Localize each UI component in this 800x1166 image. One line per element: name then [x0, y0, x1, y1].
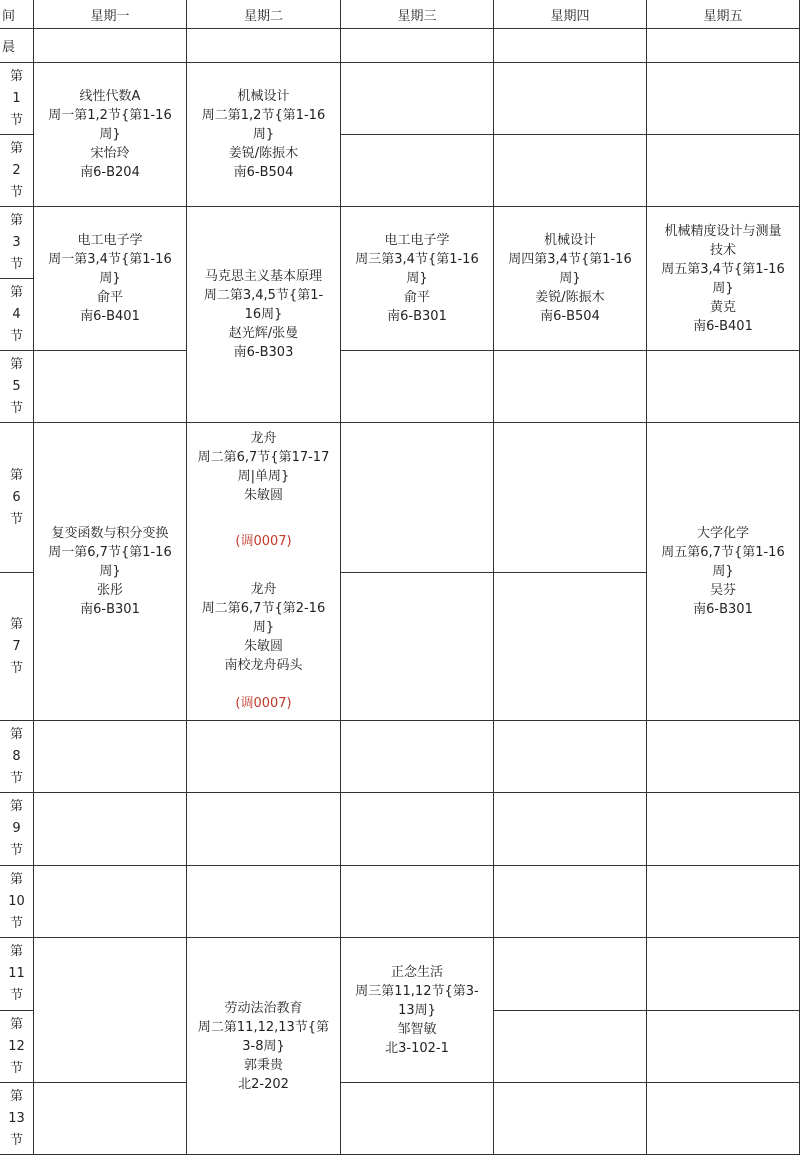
period-label-part: 节 — [9, 112, 23, 128]
course-name: 马克思主义基本原理 — [204, 269, 322, 284]
course-name: 复变函数与积分变换 — [51, 526, 169, 541]
period-label-part: 第 — [9, 356, 23, 372]
course-detail: 16周} — [244, 307, 283, 322]
course-detail: 南6-B504 — [233, 165, 294, 180]
period-label-part: 节 — [9, 988, 23, 1003]
course-detail: 周} — [712, 564, 734, 579]
course-detail: 周二第6,7节{第2-16 — [201, 601, 326, 616]
course-detail: 吴芬 — [709, 583, 736, 598]
period-label-11 — [0, 938, 33, 1010]
course-detail: 南6-B303 — [233, 345, 294, 360]
period-label-part: 节 — [9, 511, 23, 527]
course-detail: 周二第3,4,5节{第1- — [203, 288, 324, 303]
period-label-part: 3 — [12, 234, 21, 250]
course-cell-tue-3[interactable] — [187, 207, 340, 422]
course-name: 机械设计 — [237, 89, 290, 104]
course-detail: 南6-B504 — [540, 309, 600, 324]
course-detail: 周} — [99, 564, 121, 579]
period-label-part: 第 — [9, 1088, 23, 1104]
course-detail: 俞平 — [96, 290, 123, 305]
course-detail: 北3-102-1 — [385, 1040, 449, 1056]
period-label-6 — [0, 423, 33, 572]
adjustment-note: (调0007) — [235, 696, 292, 711]
course-detail: 周一第1,2节{第1-16 — [48, 108, 172, 123]
day-header-wednesday: 星期三 — [397, 8, 437, 24]
day-header-thursday: 星期四 — [550, 8, 590, 24]
course-cell-tue-11[interactable] — [187, 938, 340, 1154]
course-detail: 周三第11,12节{第3- — [355, 983, 479, 999]
time-column-header: 间 — [2, 8, 16, 24]
course-detail: 周} — [99, 127, 121, 142]
period-label-part: 5 — [12, 378, 21, 394]
period-label-part: 6 — [12, 489, 21, 505]
course-detail: 周} — [252, 620, 275, 635]
course-detail: 周四第3,4节{第1-16 — [508, 252, 632, 267]
course-cell-fri-6[interactable] — [647, 423, 799, 720]
period-label-7 — [0, 573, 33, 720]
period-label-10 — [0, 866, 33, 937]
course-detail: 姜锐/陈振木 — [535, 290, 605, 305]
course-name: 龙舟 — [250, 582, 277, 597]
period-label-1 — [0, 63, 33, 134]
course-cell-fri-3[interactable] — [647, 207, 799, 350]
course-detail: 赵光辉/张曼 — [228, 326, 299, 341]
course-cell-tue-6a[interactable] — [187, 423, 340, 572]
period-label-12 — [0, 1011, 33, 1082]
period-label-5 — [0, 351, 33, 422]
course-cell-mon-6[interactable] — [34, 423, 186, 720]
course-detail: 周一第6,7节{第1-16 — [48, 545, 172, 560]
period-label-2 — [0, 135, 33, 206]
period-label-part: 第 — [9, 1016, 23, 1032]
course-detail: 周五第6,7节{第1-16 — [661, 545, 785, 560]
period-label-part: 节 — [9, 1060, 23, 1076]
period-label-part: 节 — [9, 915, 23, 931]
course-detail: 南6-B401 — [80, 309, 140, 324]
period-label-part: 12 — [8, 1038, 25, 1054]
period-label-8 — [0, 721, 33, 792]
period-label-part: 第 — [9, 212, 23, 228]
period-label-part: 11 — [8, 966, 25, 981]
course-detail: 周} — [406, 271, 428, 286]
morning-row-label: 晨 — [2, 40, 16, 55]
course-detail: 姜锐/陈振木 — [228, 146, 299, 161]
period-label-part: 10 — [8, 893, 25, 909]
course-detail: 朱敏圆 — [243, 639, 283, 654]
course-detail: 周} — [559, 271, 581, 286]
course-cell-wed-3[interactable] — [341, 207, 493, 350]
period-label-part: 第 — [9, 284, 23, 300]
period-label-part: 第 — [9, 68, 23, 84]
course-detail: 黄克 — [709, 299, 736, 315]
period-label-part: 13 — [8, 1110, 25, 1126]
period-label-part: 节 — [9, 400, 23, 416]
course-detail: 宋怡玲 — [90, 146, 130, 161]
adjustment-note: (调0007) — [235, 534, 292, 549]
course-name: 电工电子学 — [384, 233, 450, 248]
course-detail: 周一第3,4节{第1-16 — [48, 252, 172, 267]
course-detail: 周三第3,4节{第1-16 — [355, 252, 479, 267]
course-detail: 周二第11,12,13节{第 — [197, 1019, 330, 1035]
period-label-part: 8 — [12, 748, 21, 764]
period-label-part: 第 — [9, 616, 23, 632]
period-label-part: 2 — [12, 162, 21, 178]
period-label-part: 第 — [9, 944, 23, 959]
course-name: 正念生活 — [390, 964, 443, 980]
course-detail: 俞平 — [403, 290, 430, 305]
course-detail: 南6-B301 — [387, 309, 447, 324]
period-label-13 — [0, 1083, 33, 1154]
course-detail: 周} — [712, 280, 734, 296]
course-detail: 周|单周} — [237, 469, 290, 484]
course-cell-thu-3[interactable] — [494, 207, 646, 350]
period-label-part: 节 — [9, 843, 23, 858]
course-name: 龙舟 — [250, 431, 277, 446]
course-detail: 13周} — [398, 1002, 436, 1018]
period-label-part: 第 — [9, 140, 23, 156]
day-header-friday: 星期五 — [703, 8, 743, 24]
course-detail: 周二第1,2节{第1-16 — [201, 108, 326, 123]
period-label-part: 9 — [12, 821, 21, 836]
day-header-monday: 星期一 — [90, 8, 130, 24]
course-cell-tue-1[interactable] — [187, 63, 340, 206]
course-detail: 周五第3,4节{第1-16 — [661, 261, 785, 277]
course-name: 机械精度设计与测量 — [664, 223, 782, 239]
course-name: 劳动法治教育 — [224, 1000, 303, 1016]
period-label-part: 节 — [9, 184, 23, 200]
course-name: 机械设计 — [543, 233, 596, 248]
period-label-3 — [0, 207, 33, 278]
period-label-part: 第 — [9, 467, 23, 483]
course-detail: 北2-202 — [238, 1076, 289, 1092]
course-detail: 周} — [252, 127, 275, 142]
course-detail: 邹智敏 — [397, 1021, 437, 1037]
period-label-part: 节 — [9, 328, 23, 344]
course-detail: 周二第6,7节{第17-17 — [197, 450, 330, 465]
period-label-part: 第 — [9, 871, 23, 887]
period-label-part: 第 — [9, 726, 23, 742]
period-label-part: 4 — [12, 306, 21, 322]
course-name: 电工电子学 — [77, 233, 143, 248]
period-label-part: 第 — [9, 799, 23, 814]
course-cell-wed-11[interactable] — [341, 938, 493, 1082]
course-name: 大学化学 — [696, 526, 749, 541]
course-detail: 朱敏圆 — [243, 488, 283, 503]
period-label-part: 节 — [9, 256, 23, 272]
course-detail: 南6-B401 — [693, 318, 753, 334]
course-cell-mon-3[interactable] — [34, 207, 186, 350]
course-detail: 技术 — [709, 242, 736, 258]
course-cell-mon-1[interactable] — [34, 63, 186, 206]
course-detail: 南6-B301 — [80, 602, 140, 617]
period-label-4 — [0, 279, 33, 350]
course-cell-tue-6b[interactable] — [187, 573, 340, 720]
period-label-9 — [0, 793, 33, 865]
course-detail: 南6-B301 — [693, 602, 753, 617]
course-detail: 南6-B204 — [80, 165, 140, 180]
day-header-tuesday: 星期二 — [243, 8, 283, 24]
course-detail: 张彤 — [96, 583, 123, 598]
course-name: 线性代数A — [79, 89, 141, 104]
period-label-part: 7 — [12, 638, 21, 654]
course-detail: 周} — [99, 271, 121, 286]
period-label-part: 节 — [9, 660, 23, 676]
course-detail: 南校龙舟码头 — [224, 658, 303, 673]
period-label-part: 节 — [9, 1132, 23, 1148]
course-detail: 3-8周} — [242, 1038, 285, 1054]
course-detail: 郭秉贵 — [243, 1057, 283, 1073]
period-label-part: 节 — [9, 770, 23, 786]
period-label-part: 1 — [12, 90, 21, 106]
